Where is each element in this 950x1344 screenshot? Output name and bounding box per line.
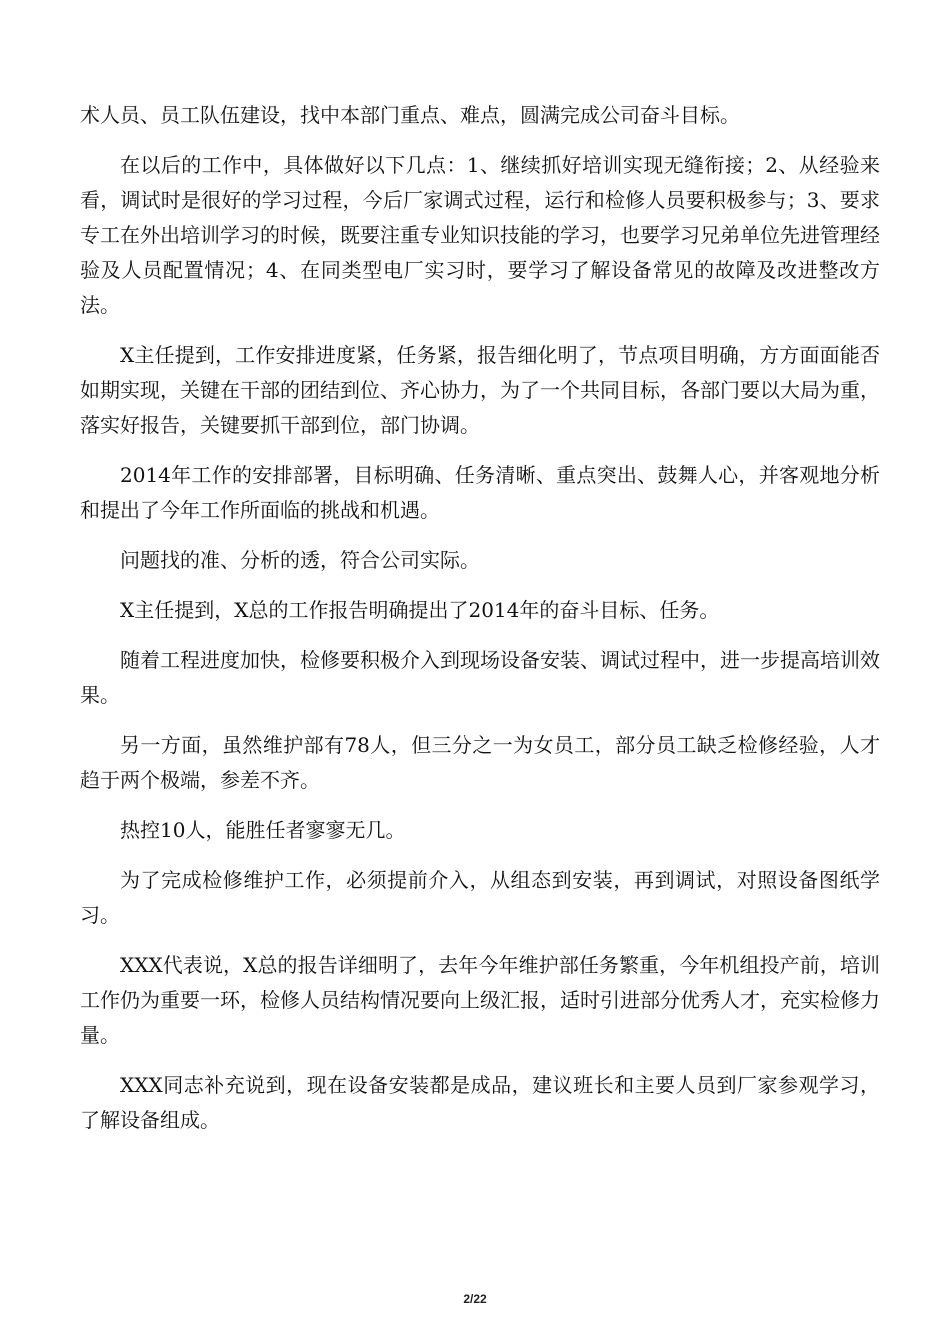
paragraph-12: XXX同志补充说到，现在设备安装都是成品，建议班长和主要人员到厂家参观学习，了解设备组成。 bbox=[80, 1073, 880, 1132]
paragraph-11: XXX代表说，X总的报告详细明了，去年今年维护部任务繁重，今年机组投产前，培训工作仍为重要一环，检修人员结构情况要向上级汇报，适时引进部分优秀人才，充实检修力量。 bbox=[80, 953, 880, 1047]
paragraph-4: 2014年工作的安排部署，目标明确、任务清晰、重点突出、鼓舞人心，并客观地分析和提出了今年工作所面临的挑战和机遇。 bbox=[80, 463, 880, 522]
paragraph-2: 在以后的工作中，具体做好以下几点：1、继续抓好培训实现无缝衔接；2、从经验来看，调试时是很好的学习过程，今后厂家调式过程，运行和检修人员要积极参与；3、要求专工在外出培训学习的时候，既要注重专业知识技能的学习，也要学习兄弟单位先进管理经验及人员配置情况；4、在同类型电厂实习时，要学习了解设备常见的故障及改进整改方法。 bbox=[80, 153, 880, 317]
paragraph-1: 术人员、员工队伍建设，找中本部门重点、难点，圆满完成公司奋斗目标。 bbox=[80, 103, 740, 127]
paragraph-9: 热控10人，能胜任者寥寥无几。 bbox=[120, 818, 406, 842]
page-number: 2/22 bbox=[463, 1292, 487, 1306]
paragraph-3: X主任提到，工作安排进度紧，任务紧，报告细化明了，节点项目明确，方方面面能否如期实现，关键在干部的团结到位、齐心协力，为了一个共同目标，各部门要以大局为重，落实好报告，关键要抓干部到位，部门协调。 bbox=[80, 343, 880, 437]
paragraph-10: 为了完成检修维护工作，必须提前介入，从组态到安装，再到调试，对照设备图纸学习。 bbox=[80, 868, 880, 927]
document-body bbox=[80, 98, 880, 1153]
paragraph-5: 问题找的准、分析的透，符合公司实际。 bbox=[120, 548, 480, 572]
paragraph-7: 随着工程进度加快，检修要积极介入到现场设备安装、调试过程中，进一步提高培训效果。 bbox=[80, 648, 880, 707]
paragraph-8: 另一方面，虽然维护部有78人，但三分之一为女员工，部分员工缺乏检修经验，人才趋于两个极端，参差不齐。 bbox=[80, 733, 880, 792]
paragraph-6: X主任提到，X总的工作报告明确提出了2014年的奋斗目标、任务。 bbox=[120, 598, 720, 622]
